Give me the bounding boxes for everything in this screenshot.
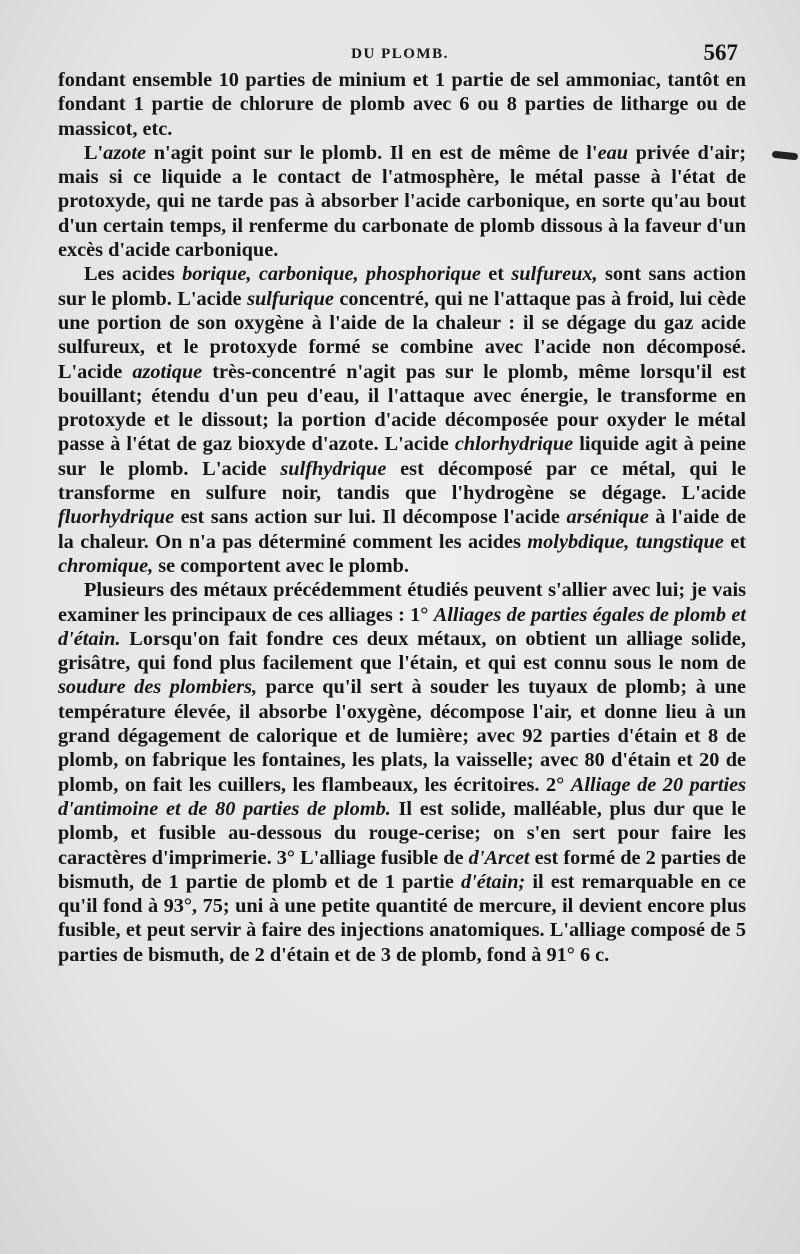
italic-term: d'Arcet [468, 846, 530, 869]
text-run: Il est solide, malléable, plus dur que le plomb, et fusible au-dessous du rouge-cerise; on s'en sert pour faire les caractères d'imprimerie. 3° L'alliage fusible de [58, 797, 746, 869]
italic-term: sulfhydrique [280, 457, 387, 480]
italic-term: chromique, [58, 554, 154, 577]
italic-term: molybdique, tungstique [527, 530, 724, 553]
italic-term: arsénique [566, 506, 649, 529]
text-run: Lorsqu'on fait fondre ces deux métaux, on obtient un alliage solide, grisâtre, qui fond plus facilement que l'étain, et qui est connu sous le nom de [58, 627, 746, 675]
text-run: se comportent avec le plomb. [153, 554, 409, 577]
italic-term: chlorhydrique [454, 433, 574, 456]
italic-term: soudure des plombiers, [58, 676, 258, 699]
text-run: et [723, 530, 747, 553]
text-run: très-concentré n'agit pas sur le plomb, même lorsqu'il est bouillant; étendu d'un peu d'eau, il l'attaque avec énergie, le transforme en protoxyde et le dissout; la portion d'acide décomposée pour oxyder le métal passe à l'état de gaz bioxyde d'azote. L'acide [58, 360, 746, 456]
body-text [58, 68, 746, 967]
page-number: 567 [703, 40, 738, 65]
text-run: liquide agit à peine sur le plomb. L'acide [58, 433, 746, 480]
text-run: il est remarquable en ce qu'il fond à 93°, 75; uni à une petite quantité de mercure, il devient encore plus fusible, et peut servir à faire des injections anatomiques. L'alliage composé de 5 parties de bismuth, de 2 d'étain et de 3 de plomb, fond à 91° 6 c. [58, 870, 746, 966]
text-run: est sans action sur lui. Il décompose l'acide [174, 506, 567, 529]
page-header [58, 40, 742, 70]
text-run: fondant ensemble 10 parties de minium et 1 partie de sel ammoniac, tantôt en fondant 1 partie de chlorure de plomb avec 6 ou 8 parties de litharge ou de massicot, etc. [58, 69, 746, 140]
text-run: est formé de 2 parties de bismuth, de 1 partie de plomb et de 1 partie [58, 846, 746, 893]
italic-term: eau [597, 141, 628, 164]
paragraph [58, 141, 746, 262]
text-run: est décomposé par ce métal, qui le transforme en sulfure noir, tandis que l'hydrogène se dégage. L'acide [58, 457, 746, 505]
italic-term: sulfureux, [511, 263, 598, 286]
text-run: et [480, 263, 512, 286]
italic-term: fluorhydrique [58, 506, 175, 529]
text-run: sont sans action sur le plomb. L'acide [58, 263, 746, 310]
italic-term: sulfurique [247, 287, 334, 310]
text-run: à l'aide de la chaleur. On n'a pas déterminé comment les acides [58, 506, 746, 553]
paragraph [58, 262, 746, 578]
italic-term: Alliage de 20 parties d'antimoine et de 80 parties de plomb. [58, 773, 746, 820]
text-run: Plusieurs des métaux précédemment étudiés peuvent s'allier avec lui; je vais examiner les principaux de ces alliages : 1° [58, 579, 746, 626]
margin-ink-mark [772, 151, 799, 161]
text-run: n'agit point sur le plomb. Il en est de même de l' [145, 141, 598, 164]
paragraph [58, 68, 746, 141]
running-title: DU PLOMB. [351, 46, 449, 62]
italic-term: Alliages de parties égales de plomb et d'étain. [58, 603, 746, 650]
text-run: concentré, qui ne l'attaque pas à froid, lui cède une portion de son oxygène à l'aide de la chaleur : il se dégage du gaz acide sulfureux, et le protoxyde formé se combine avec l'acide non décomposé. L'acide [58, 287, 746, 383]
italic-term: azotique [132, 360, 203, 383]
text-run: L' [84, 141, 104, 164]
italic-term: borique, carbonique, phosphorique [182, 263, 481, 286]
text-run: parce qu'il sert à souder les tuyaux de plomb; à une température élevée, il absorbe l'oxygène, décompose l'air, et donne lieu à un grand dégagement de calorique et de lumière; avec 92 parties d'étain et 8 de plomb, on fabrique les fontaines, les plats, la vaisselle; avec 80 d'étain et 20 de plomb, on fait les cuillers, les flambeaux, les écritoires. 2° [58, 676, 746, 796]
paragraph [58, 578, 746, 967]
text-run: Les acides [84, 263, 183, 286]
italic-term: azote [103, 141, 146, 164]
text-run: privée d'air; mais si ce liquide a le contact de l'atmosphère, le métal passe à l'état de protoxyde, qui ne tarde pas à absorber l'acide carbonique, en sorte qu'au bout d'un certain temps, il renferme du carbonate de plomb dissous à la faveur d'un excès d'acide carbonique. [58, 141, 747, 262]
italic-term: d'étain; [461, 870, 526, 893]
